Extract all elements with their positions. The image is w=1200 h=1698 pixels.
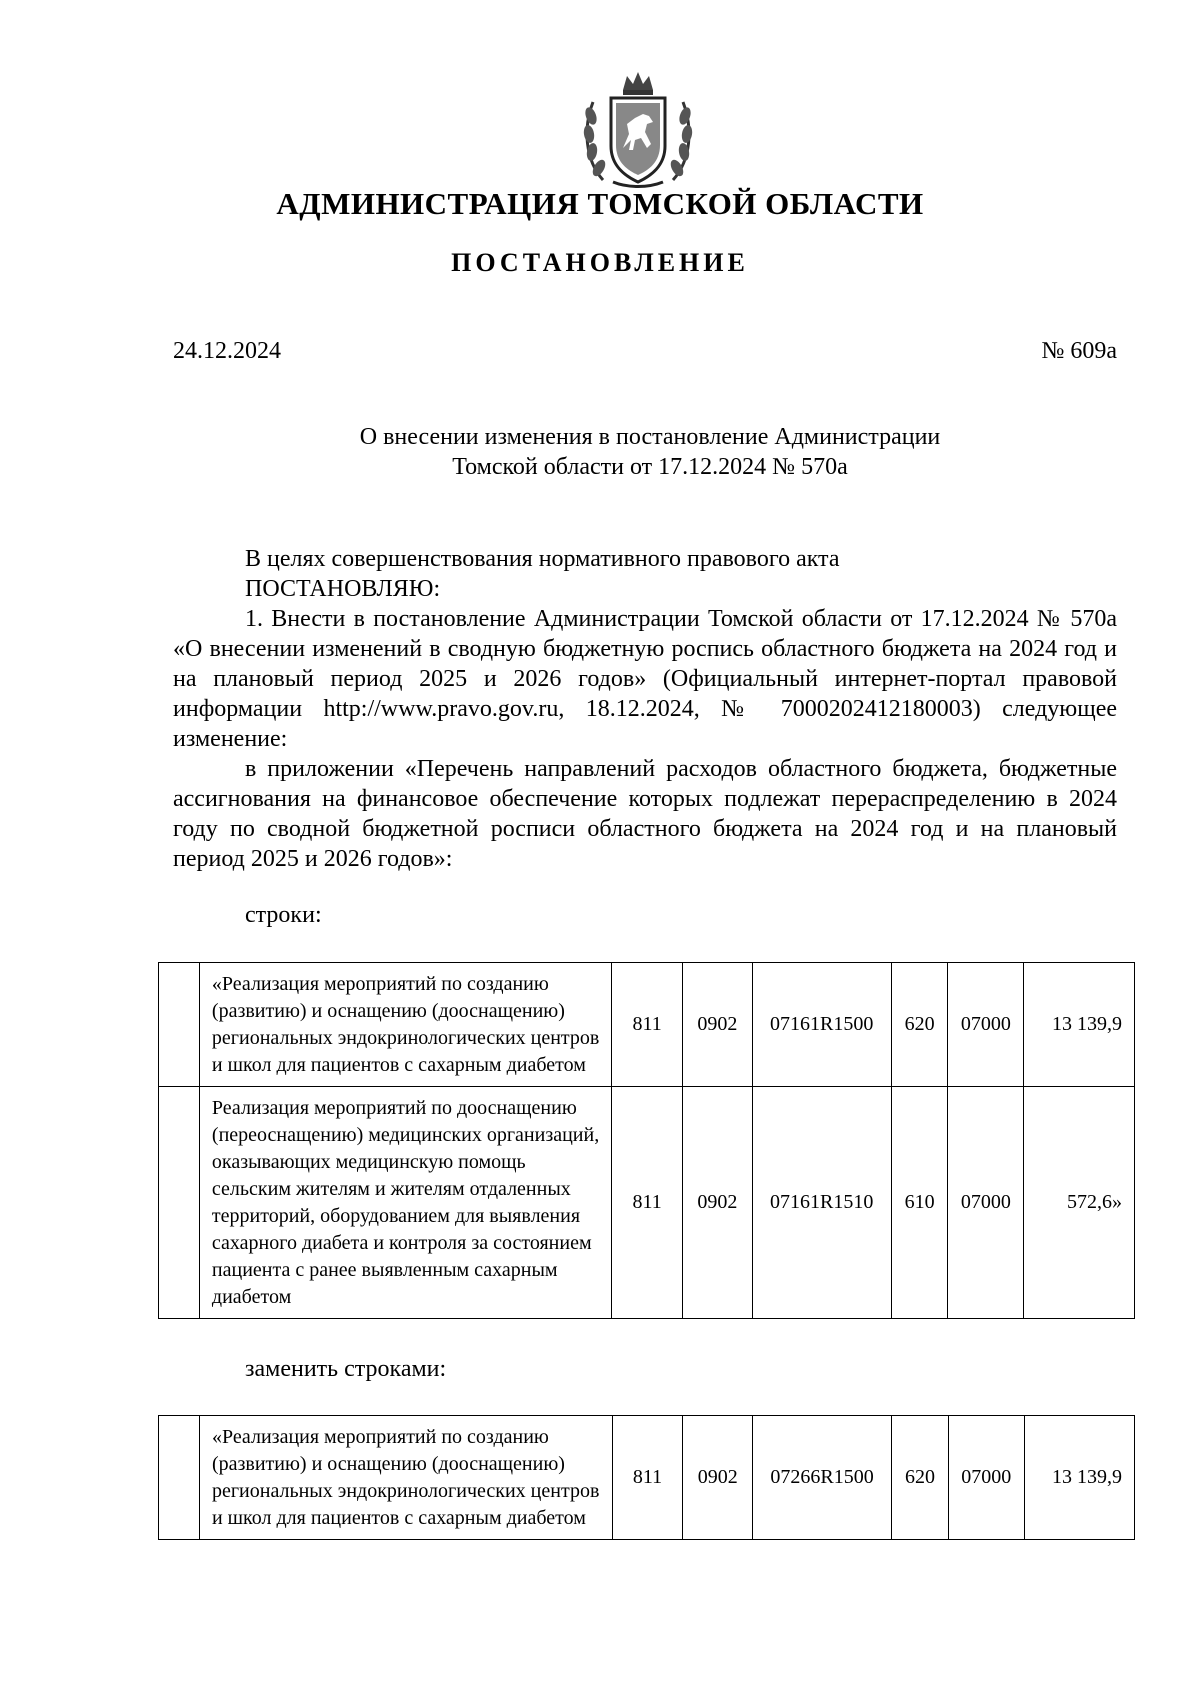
resolve-paragraph: ПОСТАНОВЛЯЮ: <box>245 576 441 602</box>
table-cell-code: 811 <box>612 1416 683 1540</box>
subject-line: Томской области от 17.12.2024 № 570а <box>452 454 848 480</box>
table-cell-name: «Реализация мероприятий по созданию (развитию) и оснащению (дооснащению) региональных эндокринологических центров и школ для пациентов с сахарным диабетом <box>199 963 611 1087</box>
document-type-heading: ПОСТАНОВЛЕНИЕ <box>451 248 749 277</box>
table-cell-name: Реализация мероприятий по дооснащению (переоснащению) медицинских организаций, оказывающих медицинскую помощь сельским жителям и жителям отдаленных территорий, оборудованием для выявления сахарного диабета и контроля за состоянием пациента с ранее выявленным сахарным диабетом <box>199 1087 611 1319</box>
table-cell-code: 811 <box>612 1087 683 1319</box>
table-cell-code: 07161R1500 <box>752 963 891 1087</box>
table-cell-code: 07000 <box>948 963 1024 1087</box>
document-number: № 609а <box>1041 338 1117 364</box>
table-cell-code: 07266R1500 <box>752 1416 891 1540</box>
table-cell-number <box>159 1416 200 1540</box>
table-cell-sum: 13 139,9 <box>1024 1416 1134 1540</box>
table-cell-sum: 13 139,9 <box>1024 963 1135 1087</box>
table-cell-number <box>159 1087 200 1319</box>
appendix-paragraph: в приложении «Перечень направлений расходов областного бюджета, бюджетные ассигнования на финансовое обеспечение которых подлежат перераспределению в 2024 году по сводной бюджетной росписи областного бюджета на 2024 год и на плановый период 2025 и 2026 годов»: <box>173 756 1117 872</box>
table-cell-code: 620 <box>892 1416 949 1540</box>
table-cell-number <box>159 963 200 1087</box>
subject-line: О внесении изменения в постановление Администрации <box>359 424 941 450</box>
table-row <box>159 1087 1135 1319</box>
table-cell-code: 07000 <box>948 1087 1024 1319</box>
table-row <box>159 1416 1135 1540</box>
new-rows-table <box>158 1415 1135 1540</box>
table-cell-name: «Реализация мероприятий по созданию (развитию) и оснащению (дооснащению) региональных эндокринологических центров и школ для пациентов с сахарным диабетом <box>199 1416 612 1540</box>
table-cell-code: 07161R1510 <box>752 1087 891 1319</box>
table-cell-code: 610 <box>891 1087 948 1319</box>
table-cell-sum: 572,6» <box>1024 1087 1135 1319</box>
organization-title: АДМИНИСТРАЦИЯ ТОМСКОЙ ОБЛАСТИ <box>276 186 924 221</box>
coat-of-arms-icon <box>583 68 693 190</box>
table-row <box>159 963 1135 1087</box>
rows-label: строки: <box>245 902 322 928</box>
table-cell-code: 0902 <box>683 1416 753 1540</box>
preamble-paragraph: В целях совершенствования нормативного правового акта <box>245 546 840 572</box>
document-subject <box>180 422 1120 482</box>
old-rows-table <box>158 962 1135 1319</box>
document-date: 24.12.2024 <box>173 338 281 364</box>
item-1-paragraph: 1. Внести в постановление Администрации Томской области от 17.12.2024 № 570а «О внесении изменений в сводную бюджетную роспись областного бюджета на 2024 год и на плановый период 2025 и 2026 годов» (Официальный интернет-портал правовой информации http://www.pravo.gov.ru, 18.12.2024, № 7000202412180003) следующее изменение: <box>173 606 1117 752</box>
table-cell-code: 620 <box>891 963 948 1087</box>
table-cell-code: 0902 <box>683 963 753 1087</box>
table-cell-code: 07000 <box>948 1416 1024 1540</box>
document-body <box>173 544 1117 874</box>
table-cell-code: 811 <box>612 963 683 1087</box>
table-cell-code: 0902 <box>683 1087 753 1319</box>
replace-label: заменить строками: <box>245 1356 447 1382</box>
